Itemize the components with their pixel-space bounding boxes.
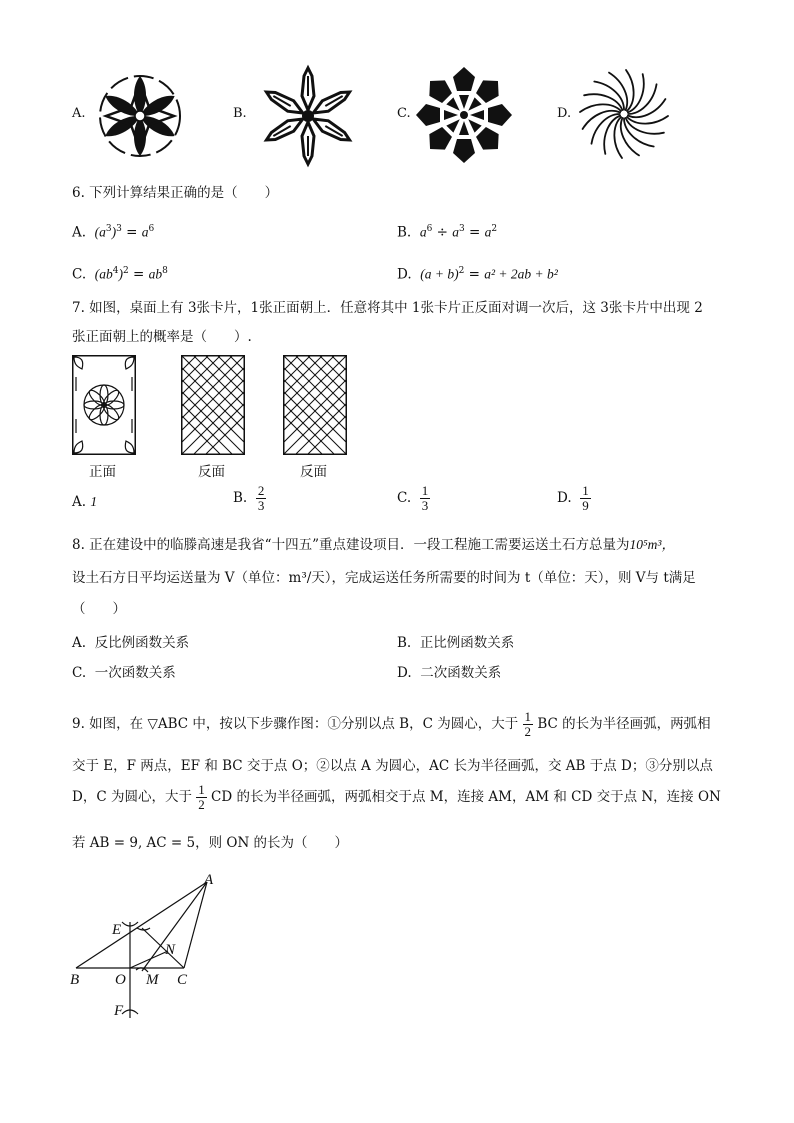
q9-line1: 9. 如图，在 ▽ABC 中，按以下步骤作图：①分别以点 B，C 为圆心，大于 $\frac{1}{2}$ BC 的长为半径画弧，两弧相 (72, 709, 711, 739)
spiral-swirl-icon (576, 66, 672, 162)
q8-option-c: C. 一次函数关系 (72, 665, 176, 681)
point-label-a: A (204, 872, 214, 888)
q9-line4: 若 AB = 9, AC = 5，则 ON 的长为（ ） (72, 835, 349, 851)
point-label-e: E (112, 922, 122, 938)
point-label-c: C (177, 972, 188, 988)
q6-stem: 6. 下列计算结果正确的是（ ） (72, 185, 279, 201)
card-caption-back-1: 反面 (198, 464, 225, 480)
q8-option-b: B. 正比例函数关系 (397, 635, 515, 651)
q8-line1: 8. 正在建设中的临滕高速是我省“十四五”重点建设项目．一段工程施工需要运送土石方总量为10⁵m³， (72, 537, 675, 553)
q8-option-a: A. 反比例函数关系 (72, 635, 190, 651)
hexagonal-snowflake-icon (256, 64, 360, 168)
q6-option-b: B. $a^6 \div a^3 = a^2$ (397, 224, 498, 241)
card-caption-front: 正面 (89, 464, 116, 480)
q9-line2: 交于 E，F 两点，EF 和 BC 交于点 O；②以点 A 为圆心，AC 长为半径画弧，交 AB 于点 D；③分别以点 (72, 758, 713, 774)
q6-option-c: C. $(ab^4)^2 = ab^8$ (72, 266, 168, 283)
q8-line3: （ ） (72, 601, 126, 617)
q6-option-d: D. $(a + b)^2 = a^2 + 2ab + b^2$ (397, 266, 558, 283)
card-back-figure-1 (181, 355, 245, 455)
card-front-figure (72, 355, 136, 455)
q5-option-a-label: A. (72, 106, 86, 121)
point-label-m: M (146, 972, 159, 988)
q8-line2: 设土石方日平均运送量为 V（单位：m³/天），完成运送任务所需要的时间为 t（单位：天），则 V与 t满足 (72, 570, 696, 586)
q9-line3: D，C 为圆心，大于 $\frac{1}{2}$ CD 的长为半径画弧，两弧相交于点 M，连接 AM，AM 和 CD 交于点 N，连接 ON (72, 782, 721, 812)
point-label-o: O (115, 972, 126, 988)
card-caption-back-2: 反面 (300, 464, 327, 480)
q6-option-a: A. $(a^3)^3 = a^6$ (72, 224, 155, 241)
q7-stem-line2: 张正面朝上的概率是（ ）. (72, 329, 252, 345)
triangle-construction-figure (64, 870, 224, 1025)
q5-option-d-label: D. (557, 106, 572, 121)
q7-option-c: C. $\frac{1}{3}$ (397, 483, 429, 513)
pentagon-flower-icon (414, 65, 514, 165)
point-label-n: N (165, 942, 176, 958)
q7-stem-line1: 7. 如图，桌面上有 3张卡片，1张正面朝上．任意将其中 1张卡片正反面对调一次后，这 3张卡片中出现 2 (72, 300, 703, 316)
q5-option-b-label: B. (233, 106, 247, 121)
q7-option-a: A. 1 (72, 494, 98, 510)
q5-option-c-label: C. (397, 106, 411, 121)
point-label-b: B (70, 972, 80, 988)
point-label-f: F (114, 1003, 124, 1019)
windmill-snowflake-icon (92, 68, 188, 164)
q8-option-d: D. 二次函数关系 (397, 665, 502, 681)
q7-option-d: D. $\frac{1}{9}$ (557, 483, 589, 513)
card-back-figure-2 (283, 355, 347, 455)
q7-option-b: B. $\frac{2}{3}$ (233, 483, 265, 513)
